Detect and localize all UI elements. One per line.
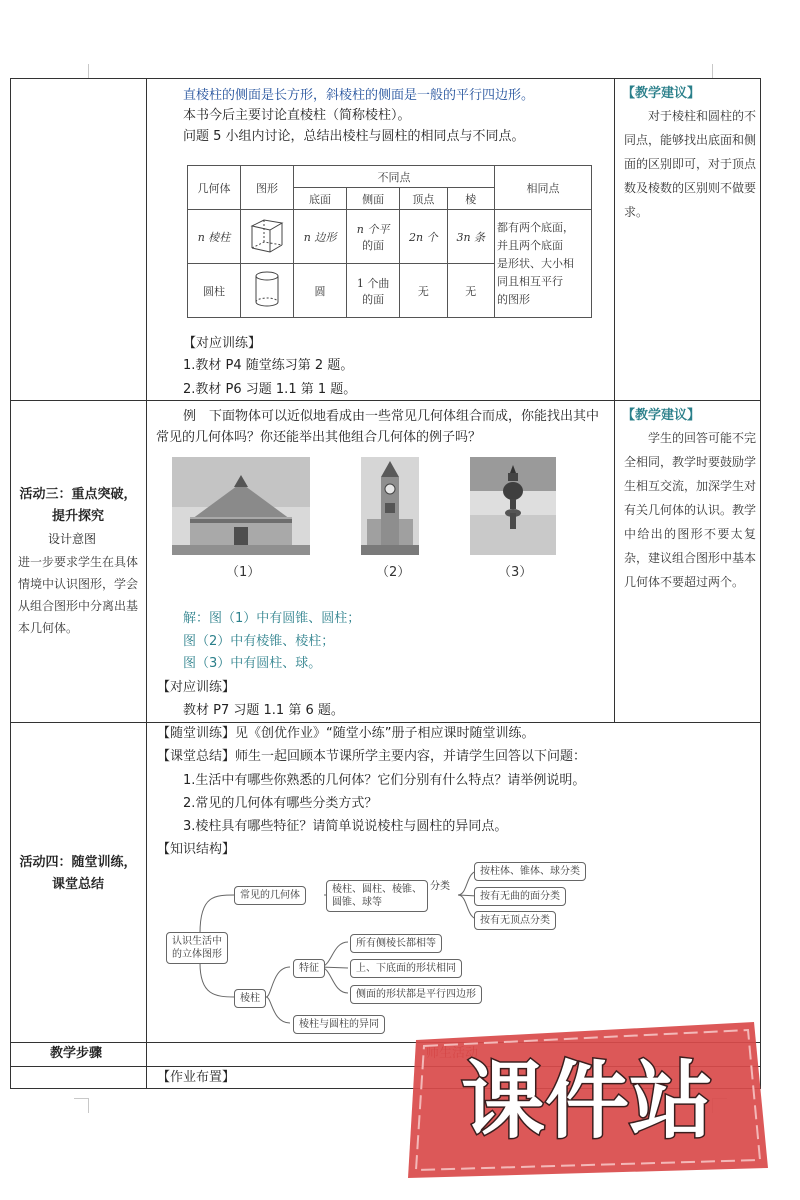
in-class-training: 【随堂训练】见《创优作业》“随堂小练”册子相应课时随堂训练。 — [157, 726, 535, 741]
corner-mark — [74, 64, 89, 79]
table-header: 侧面 — [347, 188, 400, 210]
stone-pagoda-photo — [470, 457, 556, 555]
prism-note-text: 本书今后主要讨论直棱柱（简称棱柱）。 — [183, 108, 411, 123]
figure-caption: （1） — [226, 565, 261, 580]
watermark-text: 课件站 — [460, 1052, 714, 1150]
mind-map-node-shape-list — [326, 880, 428, 912]
homework-title: 【作业布置】 — [157, 1070, 236, 1085]
design-intent-label: 设计意图 — [48, 532, 97, 546]
comparison-table — [187, 165, 592, 318]
example-text: 常见的几何体吗？你还能举出其他组合几何体的例子吗？ — [156, 430, 482, 445]
summary-question: 2.常见的几何体有哪些分类方式？ — [183, 796, 378, 811]
mind-map-node-feature-2: 上、下底面的形状相同 — [350, 959, 462, 978]
question-5-text: 问题 5 小组内讨论，总结出棱柱与圆柱的相同点与不同点。 — [183, 129, 525, 144]
teaching-advice-title: 【教学建议】 — [622, 408, 701, 423]
mind-map-node-line: 棱柱、圆柱、棱锥、 — [332, 884, 422, 895]
mind-map-node-classify-1: 按柱体、锥体、球分类 — [474, 862, 586, 881]
activity-title-line: 课堂总结 — [51, 877, 104, 892]
teaching-advice-body: 学生的回答可能不完全相同，教学时要鼓励学生相互交流，加深学生对有关几何体的认识。教学中给出的图形不要太复杂，建议组合图形中基本几何体不要超过两个。 — [624, 431, 757, 589]
prism-side-text: 直棱柱的侧面是长方形，斜棱柱的侧面是一般的平行四边形。 — [183, 88, 535, 103]
class-summary: 【课堂总结】师生一起回顾本节课所学主要内容，并请学生回答以下问题： — [157, 749, 587, 764]
mind-map-node-line: 圆锥、球等 — [332, 897, 382, 908]
table-cell-line: 并且两个底面 — [497, 238, 563, 252]
table-header: 顶点 — [400, 188, 447, 210]
table-cell: 3n 条 — [447, 210, 494, 264]
corner-mark — [74, 1098, 89, 1113]
corner-mark — [712, 64, 727, 79]
mind-map-node-feature-1: 所有侧棱长都相等 — [350, 934, 442, 953]
table-border — [10, 722, 761, 723]
table-cell-line: 的面 — [362, 238, 385, 252]
table-border — [760, 78, 761, 1088]
mind-map-root-line: 认识生活中 — [172, 936, 222, 947]
table-cell: 无 — [400, 264, 447, 318]
activity-title-line: 活动三：重点突破， — [19, 487, 137, 502]
mind-map-node-prism: 棱柱 — [234, 989, 266, 1008]
teaching-steps-label: 教学步骤 — [50, 1046, 103, 1061]
watermark-stamp-graphic — [402, 1018, 772, 1180]
table-header: 不同点 — [294, 166, 495, 188]
watermark-stamp — [402, 1018, 772, 1180]
mind-map-node-feature: 特征 — [293, 959, 325, 978]
activity-title-line: 提升探究 — [51, 509, 104, 524]
table-cell: 圆 — [294, 264, 347, 318]
same-points-cell — [495, 210, 592, 318]
table-cell — [347, 210, 400, 264]
mind-map-root — [166, 932, 228, 964]
solution-line: 解：图（1）中有圆锥、圆柱； — [183, 611, 361, 626]
cylinder-figure-cell — [241, 264, 294, 318]
prism-figure — [246, 214, 288, 256]
table-border — [146, 78, 147, 1088]
table-cell: 2n 个 — [400, 210, 447, 264]
table-cell-line: 1 个曲 — [356, 276, 390, 290]
activity-3-title — [12, 484, 144, 528]
solution-line: 图（2）中有棱锥、棱柱； — [183, 634, 335, 649]
table-header: 相同点 — [495, 166, 592, 210]
table-border — [10, 400, 761, 401]
clock-tower-photo — [361, 457, 419, 555]
table-header: 棱 — [447, 188, 494, 210]
mind-map-classify-label: 分类 — [430, 881, 450, 892]
table-header: 底面 — [294, 188, 347, 210]
table-cell: 无 — [447, 264, 494, 318]
table-cell-line: 的图形 — [497, 292, 530, 306]
table-cell: 圆柱 — [188, 264, 241, 318]
solution-line: 图（3）中有圆柱、球。 — [183, 656, 322, 671]
knowledge-structure-title: 【知识结构】 — [157, 842, 236, 857]
cylinder-figure — [250, 268, 284, 310]
example-text: 例 下面物体可以近似地看成由一些常见几何体组合而成，你能找出其中 — [183, 409, 600, 424]
design-intent-body: 进一步要求学生在具体情境中认识图形，学会从组合图形中分离出基本几何体。 — [18, 555, 139, 635]
table-header: 图形 — [241, 166, 294, 210]
table-cell-line: 是形状、大小相 — [497, 256, 574, 270]
table-cell-line: 同且相互平行 — [497, 274, 563, 288]
summary-question: 3.棱柱具有哪些特征？请简单说说棱柱与圆柱的异同点。 — [183, 819, 508, 834]
training-title: 【对应训练】 — [183, 336, 262, 351]
table-cell-line: 都有两个底面， — [497, 220, 574, 234]
mind-map-node-diff: 棱柱与圆柱的异同 — [293, 1015, 385, 1034]
figure-caption: （3） — [498, 565, 533, 580]
mind-map-node-common-shapes: 常见的几何体 — [234, 886, 306, 905]
training-item: 教材 P7 习题 1.1 第 6 题。 — [183, 703, 344, 718]
table-header: 几何体 — [188, 166, 241, 210]
summary-question: 1.生活中有哪些你熟悉的几何体？它们分别有什么特点？请举例说明。 — [183, 773, 586, 788]
mind-map-root-line: 的立体图形 — [172, 949, 222, 960]
teaching-advice-body: 对于棱柱和圆柱的不同点，能够找出底面和侧面的区别即可，对于顶点数及棱数的区别则不做要求。 — [624, 109, 757, 219]
training-item: 1.教材 P4 随堂练习第 2 题。 — [183, 358, 354, 373]
mind-map-node-classify-2: 按有无曲的面分类 — [474, 887, 566, 906]
table-cell-line: n 个平 — [356, 222, 390, 236]
activity-4-title — [12, 852, 144, 896]
figure-caption: （2） — [376, 565, 411, 580]
mind-map-node-classify-3: 按有无顶点分类 — [474, 911, 556, 930]
table-cell: n 棱柱 — [188, 210, 241, 264]
activity-title-line: 活动四：随堂训练， — [19, 855, 137, 870]
yurt-photo — [172, 457, 310, 555]
training-item: 2.教材 P6 习题 1.1 第 1 题。 — [183, 382, 357, 397]
table-cell — [347, 264, 400, 318]
prism-figure-cell — [241, 210, 294, 264]
table-border — [10, 78, 11, 1088]
mind-map-node-feature-3: 侧面的形状都是平行四边形 — [350, 985, 482, 1004]
table-cell: n 边形 — [294, 210, 347, 264]
table-cell-line: 的面 — [362, 292, 385, 306]
teaching-advice-title: 【教学建议】 — [622, 86, 701, 101]
training-title: 【对应训练】 — [157, 680, 236, 695]
table-border — [10, 78, 761, 79]
